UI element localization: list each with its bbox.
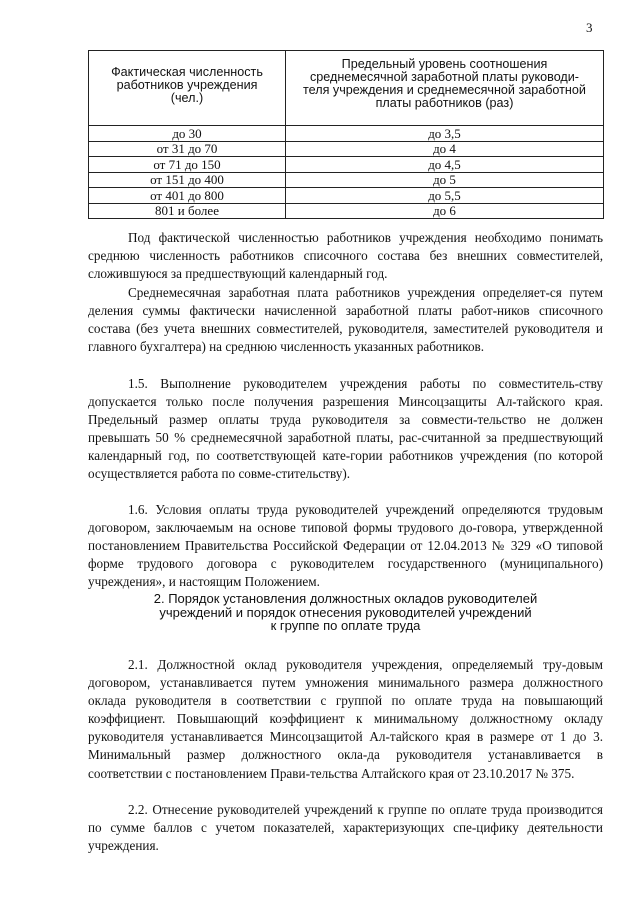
cell-employee-count: до 30 [89,126,286,142]
table-row [89,157,604,173]
salary-ratio-table [88,50,604,219]
page-number: 3 [586,20,593,35]
section-2-title: 2. Порядок установления должностных окладов руководителей учреждений и порядок отнесения руководителей учреждений к группе по оплате труда [153,591,538,634]
cell-salary-ratio: до 3,5 [286,126,604,142]
cell-employee-count: 801 и более [89,203,286,219]
table-row [89,126,604,142]
cell-employee-count: от 31 до 70 [89,141,286,157]
paragraph-1-6: 1.6. Условия оплаты труда руководителей учреждений определяются трудовым договором, заключаемым на основе типовой формы трудового до-говора, утвержденной постановлением Правительства Российской Федерации от 12.04.2013 № 329 «О типовой форме трудового договора с руководителем государственного (муниципального) учреждения», и настоящим Положением. [88,502,603,590]
paragraph-2-2: 2.2. Отнесение руководителей учреждений к группе по оплате труда производится по сумме баллов с учетом показателей, характеризующих спе-цифику деятельности учреждения. [88,802,603,854]
cell-salary-ratio: до 5 [286,172,604,188]
cell-salary-ratio: до 6 [286,203,604,219]
paragraph-average-salary: Среднемесячная заработная плата работников учреждения определяет-ся путем деления суммы фактически начисленной заработной платы работ-ников списочного состава (без учета внешних совместителей, руководителя, заместителей руководителя и главного бухгалтера) на среднюю численность указанных работников. [88,285,603,355]
paragraph-2-1: 2.1. Должностной оклад руководителя учреждения, определяемый тру-довым договором, устанавливается путем умножения минимального размера должностного оклада руководителя в соответствии с группой по оплате труда на повышающий коэффициент. Повышающий коэффициент к минимальному должностному окладу руководителя устанавливается Минсоцзащитой Ал-тайского края в размере от 1 до 3. Минимальный размер должностного окла-да руководителя устанавливается в соответствии с постановлением Прави-тельства Алтайского края от 23.10.2017 № 375. [88,657,603,781]
table-row [89,141,604,157]
header-employee-count: Фактическая численность работников учреждения (чел.) [89,51,286,126]
table-row [89,172,604,188]
cell-employee-count: от 71 до 150 [89,157,286,173]
table-header-row [89,51,604,126]
cell-salary-ratio: до 4 [286,141,604,157]
table-row [89,188,604,204]
cell-employee-count: от 401 до 800 [89,188,286,204]
cell-employee-count: от 151 до 400 [89,172,286,188]
paragraph-actual-headcount: Под фактической численностью работников учреждения необходимо понимать среднюю численность работников списочного состава без внешних совместителей, сложившуюся за предшествующий календарный год. [88,230,603,282]
cell-salary-ratio: до 5,5 [286,188,604,204]
paragraph-1-5: 1.5. Выполнение руководителем учреждения работы по совместитель-ству допускается только после получения разрешения Минсоцзащиты Ал-тайского края. Предельный размер оплаты труда руководителя за совмести-тельство не должен превышать 50 % среднемесячной заработной платы, рас-считанной за предшествующий календарный год, по соответствующей кате-гории работников учреждения (по которой осуществляется работа по совме-стительству). [88,376,603,482]
header-salary-ratio: Предельный уровень соотношения среднемесячной заработной платы руководи- теля учреждения и среднемесячной заработной платы работников (раз) [286,51,604,126]
table-row [89,203,604,219]
cell-salary-ratio: до 4,5 [286,157,604,173]
